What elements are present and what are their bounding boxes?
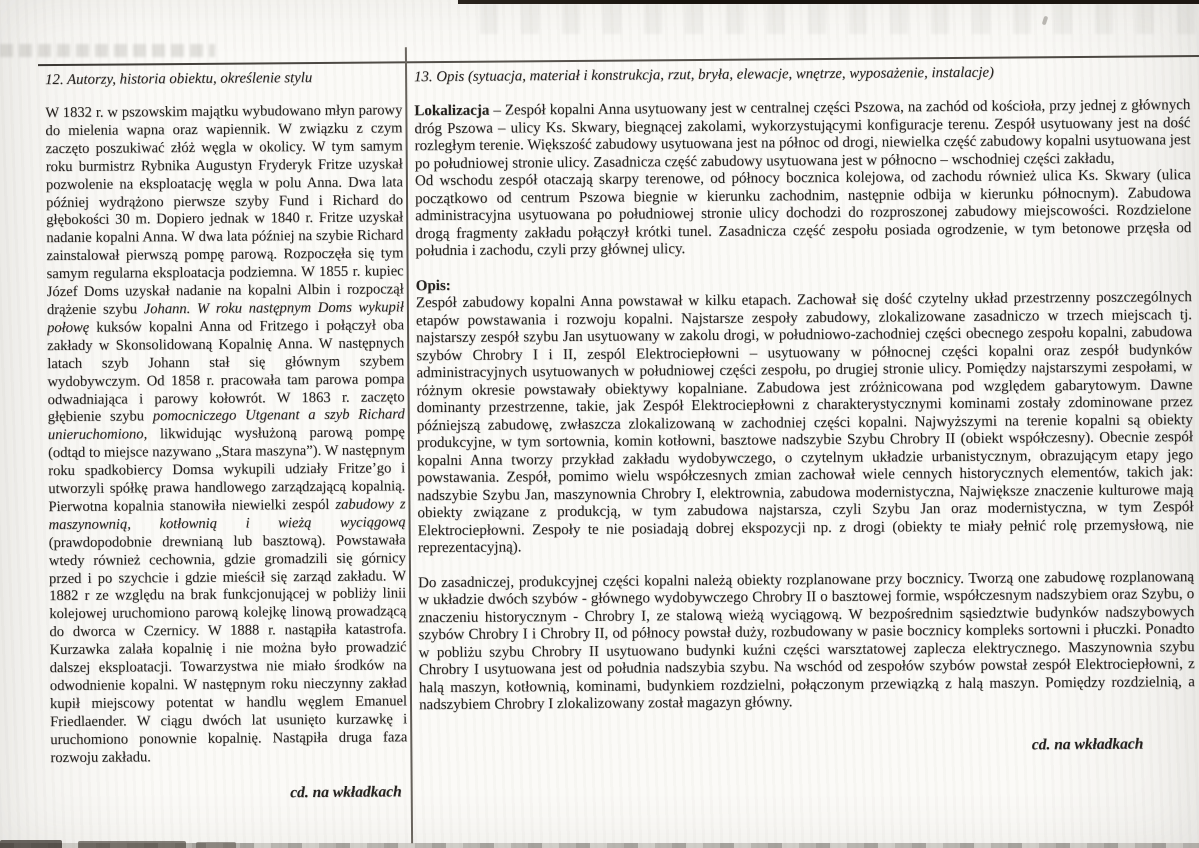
bocznica-paragraph: Do zasadniczej, produkcyjnej części kopalni należą obiekty rozplanowane przy bocznicy. Tworzą one zabudowę rozplanowaną w układzie dwóch szybów - głównego wydobywczego Chrobry II o basztowej formie, współczesnym nadszybiem oraz Szybu, o znaczeniu historycznym - Chrobry I, ze stalową wieżą wyciągową. W bezpośrednim sąsiedztwie budynków nadszybowych szybów Chrobry I i Chrobry II, od północy powstał duży, rozbudowany w pasie bocznicy kompleks sortowni i płuczki. Ponadto w pobliżu szybu Chrobry II usytuowano budynki kuźni części warsztatowej zaplecza elektrycznego. Maszynownia szybu Chrobry I usytuowana jest od południa nadszybia szybu. Na wschód od zespołów szybów powstał zespół Elektrociepłowni, z halą maszyn, kotłownią, kominami, budynkiem rozdzielni, połączonym przewiązką z halą maszyn. Pomiędzy rozdzielnią, a nadszybiem Chrobry I zlokalizowany został magazyn główny. xyxy=(418,568,1195,714)
section12-column xyxy=(45,67,408,832)
section13-header: 13. Opis (sytuacja, materiał i konstrukcja, rzut, bryła, elewacje, wnętrze, wyposażenie, instalacje) xyxy=(414,64,995,86)
section13-column xyxy=(414,61,1196,819)
lokalizacja-paragraph-continued: Od wschodu zespół otaczają skarpy terenowe, od północy bocznica kolejowa, od zachodu również ulica Ks. Skwary (ulica początkowo od centrum Pszowa biegnie w kierunku zachodnim, następnie odbija w kierunku północnym). Zabudowa administracyjna usytuowana po południowej stronie ulicy dochodzi do rozproszonej zabudowy miejscowości. Rozdzielone drogą fragmenty zakładu połączył krótki tunel. Zasadnicza część zespołu posiada ogrodzenie, w tym betonowe przęsła od południa i zachodu, czyli przy głównej ulicy. xyxy=(414,167,1192,260)
section12-continuation-note: cd. na wkładkach xyxy=(290,782,402,801)
section12-header: 12. Autorzy, historia obiektu, określenie stylu xyxy=(45,70,313,89)
section13-continuation-note: cd. na wkładkach xyxy=(1031,735,1144,753)
lokalizacja-paragraph: Lokalizacja – Zespół kopalni Anna usytuowany jest w centralnej części Pszowa, na zachód od kościoła, przy jednej z głównych dróg Pszowa – ulicy Ks. Skwary, biegnącej zakolami, wykorzystującymi konfiguracje terenu. Zespół usytuowany jest na dość rozległym terenie. Większość zabudowy usytuowana jest na północ od drogi, niewielka część zabudowy kopalni usytuowana jest po południowej stronie ulicy. Zasadnicza część zabudowy usytuowana jest w północno – wschodniej części zakładu, xyxy=(414,97,1191,172)
section12-paragraph: W 1832 r. w pszowskim majątku wybudowano młyn parowy do mielenia wapna oraz wapiennik. W związku z czym zaczęto poszukiwać złóż węgla w okolicy. W tym samym roku burmistrz Rybnika Augustyn Fryderyk Fritze uzyskał pozwolenie na eksploatację węgla w polu Anna. Dwa lata później wydrążono pierwsze szyby Fund i Richard do głębokości 30 m. Dopiero jednak w 1840 r. Fritze uzyskał nadanie kopalni Anna. W dwa lata później na szybie Richard zainstalował pierwszą pompę parową. Rozpoczęła się tym samym regularna eksploatacja podziemna. W 1855 r. kupiec Józef Doms uzyskał nadanie na kopalni Albin i rozpoczął drążenie szybu Johann. W roku następnym Doms wykupił połowę kuksów kopalni Anna od Fritzego i połączył oba zakłady w Skonsolidowaną Kopalnię Anna. W następnych latach szyb Johann stał się głównym szybem wydobywczym. Od 1858 r. pracowała tam parowa pompa odwadniająca i parowy kołowrót. W 1863 r. zaczęto głębienie szybu pomocniczego Utgenant a szyb Richard unieruchomiono, likwidując wysłużoną parową pompę (odtąd to miejsce nazywano „Stara maszyna”). W następnym roku spadkobiercy Domsa wykupili udziały Fritze’go i utworzyli spółkę prawa handlowego zarządzającą kopalnią. Pierwotna kopalnia stanowiła niewielki zespól zabudowy z maszynownią, kotłownią i wieżą wyciągową (prawdopodobnie drewnianą lub basztową). Powstawała wtedy również cechownia, gdzie gromadzili się górnicy przed i po szychcie i gdzie mieścił się zarząd zakładu. W 1882 r ze względu na brak funkcjonującej w pobliży linii kolejowej uruchomiono parową kolejkę linową prowadzącą do dworca w Czernicy. W 1888 r. nastąpiła katastrofa. Kurzawka zalała kopalnię i nie można było prowadzić dalszej eksploatacji. Towarzystwa nie miało środków na odwodnienie kopalni. W następnym roku nieczynny zakład kupił miejscowy potentat w handlu węglem Emanuel Friedlaender. W ciągu dwóch lat usunięto kurzawkę i uruchomiono ponownie kopalnię. Nastąpiła druga faza rozwoju zakładu. xyxy=(45,102,408,766)
opis-heading: Opis: xyxy=(415,277,451,294)
opis-body-paragraph: Zespół zabudowy kopalni Anna powstawał w kilku etapach. Zachował się dość czytelny układ przestrzenny poszczególnych etapów powstawania i rozwoju kopalni. Najstarsze zespoły zabudowy, zlokalizowane zasadniczo w trzech miejscach tj. najstarszy zespół szybu Jan usytuowany w zakolu drogi, w południowo-zachodniej części obecnego zespołu kopalni, zabudowa szybów Chrobry I i II, zespól Elektrociepłowni – usytuowany w północnej części kopalni oraz zespół budynków administracyjnych usytuowanych w południowej części zespołu, po drugiej stronie ulicy. Pomiędzy najstarszymi zespołami, w różnym okresie powstawały obiektywy kopalniane. Zabudowa jest zróżnicowana pod względem gabarytowym. Dawne dominanty przestrzenne, takie, jak Zespół Elektrociepłowni z charakterystycznymi kominami zostały zdominowane przez późniejszą zabudowę, zwłaszcza zlokalizowaną w zachodniej części kopalni. Najwyższymi na terenie kopalni są obiekty produkcyjne, w tym sortownia, komin kotłowni, basztowe nadszybie Szybu Chrobry II (obiekt współczesny). Obecnie zespół kopalni Anna tworzy przykład zakładu wydobywczego, o czytelnym układzie urbanistycznym, obrazującym etapy jego powstawania. Zespół, pomimo wielu współczesnych zmian zachował wiele cennych historycznych elementów, takich jak: nadszybie Szybu Jan, maszynownia Chrobry I, elektrownia, zabudowa modernistyczna, Największe znaczenie kulturowe mają obiekty związane z produkcją, w tym zabudowa najstarsza, czyli Szybu Jan oraz modernistyczna, w tym Zespół Elektrociepłowni. Zespoły te nie posiadają dobrej ekspozycji np. z drogi (obiekty te miały pełnić rolę przemysłową, nie reprezentacyjną). xyxy=(415,289,1194,557)
